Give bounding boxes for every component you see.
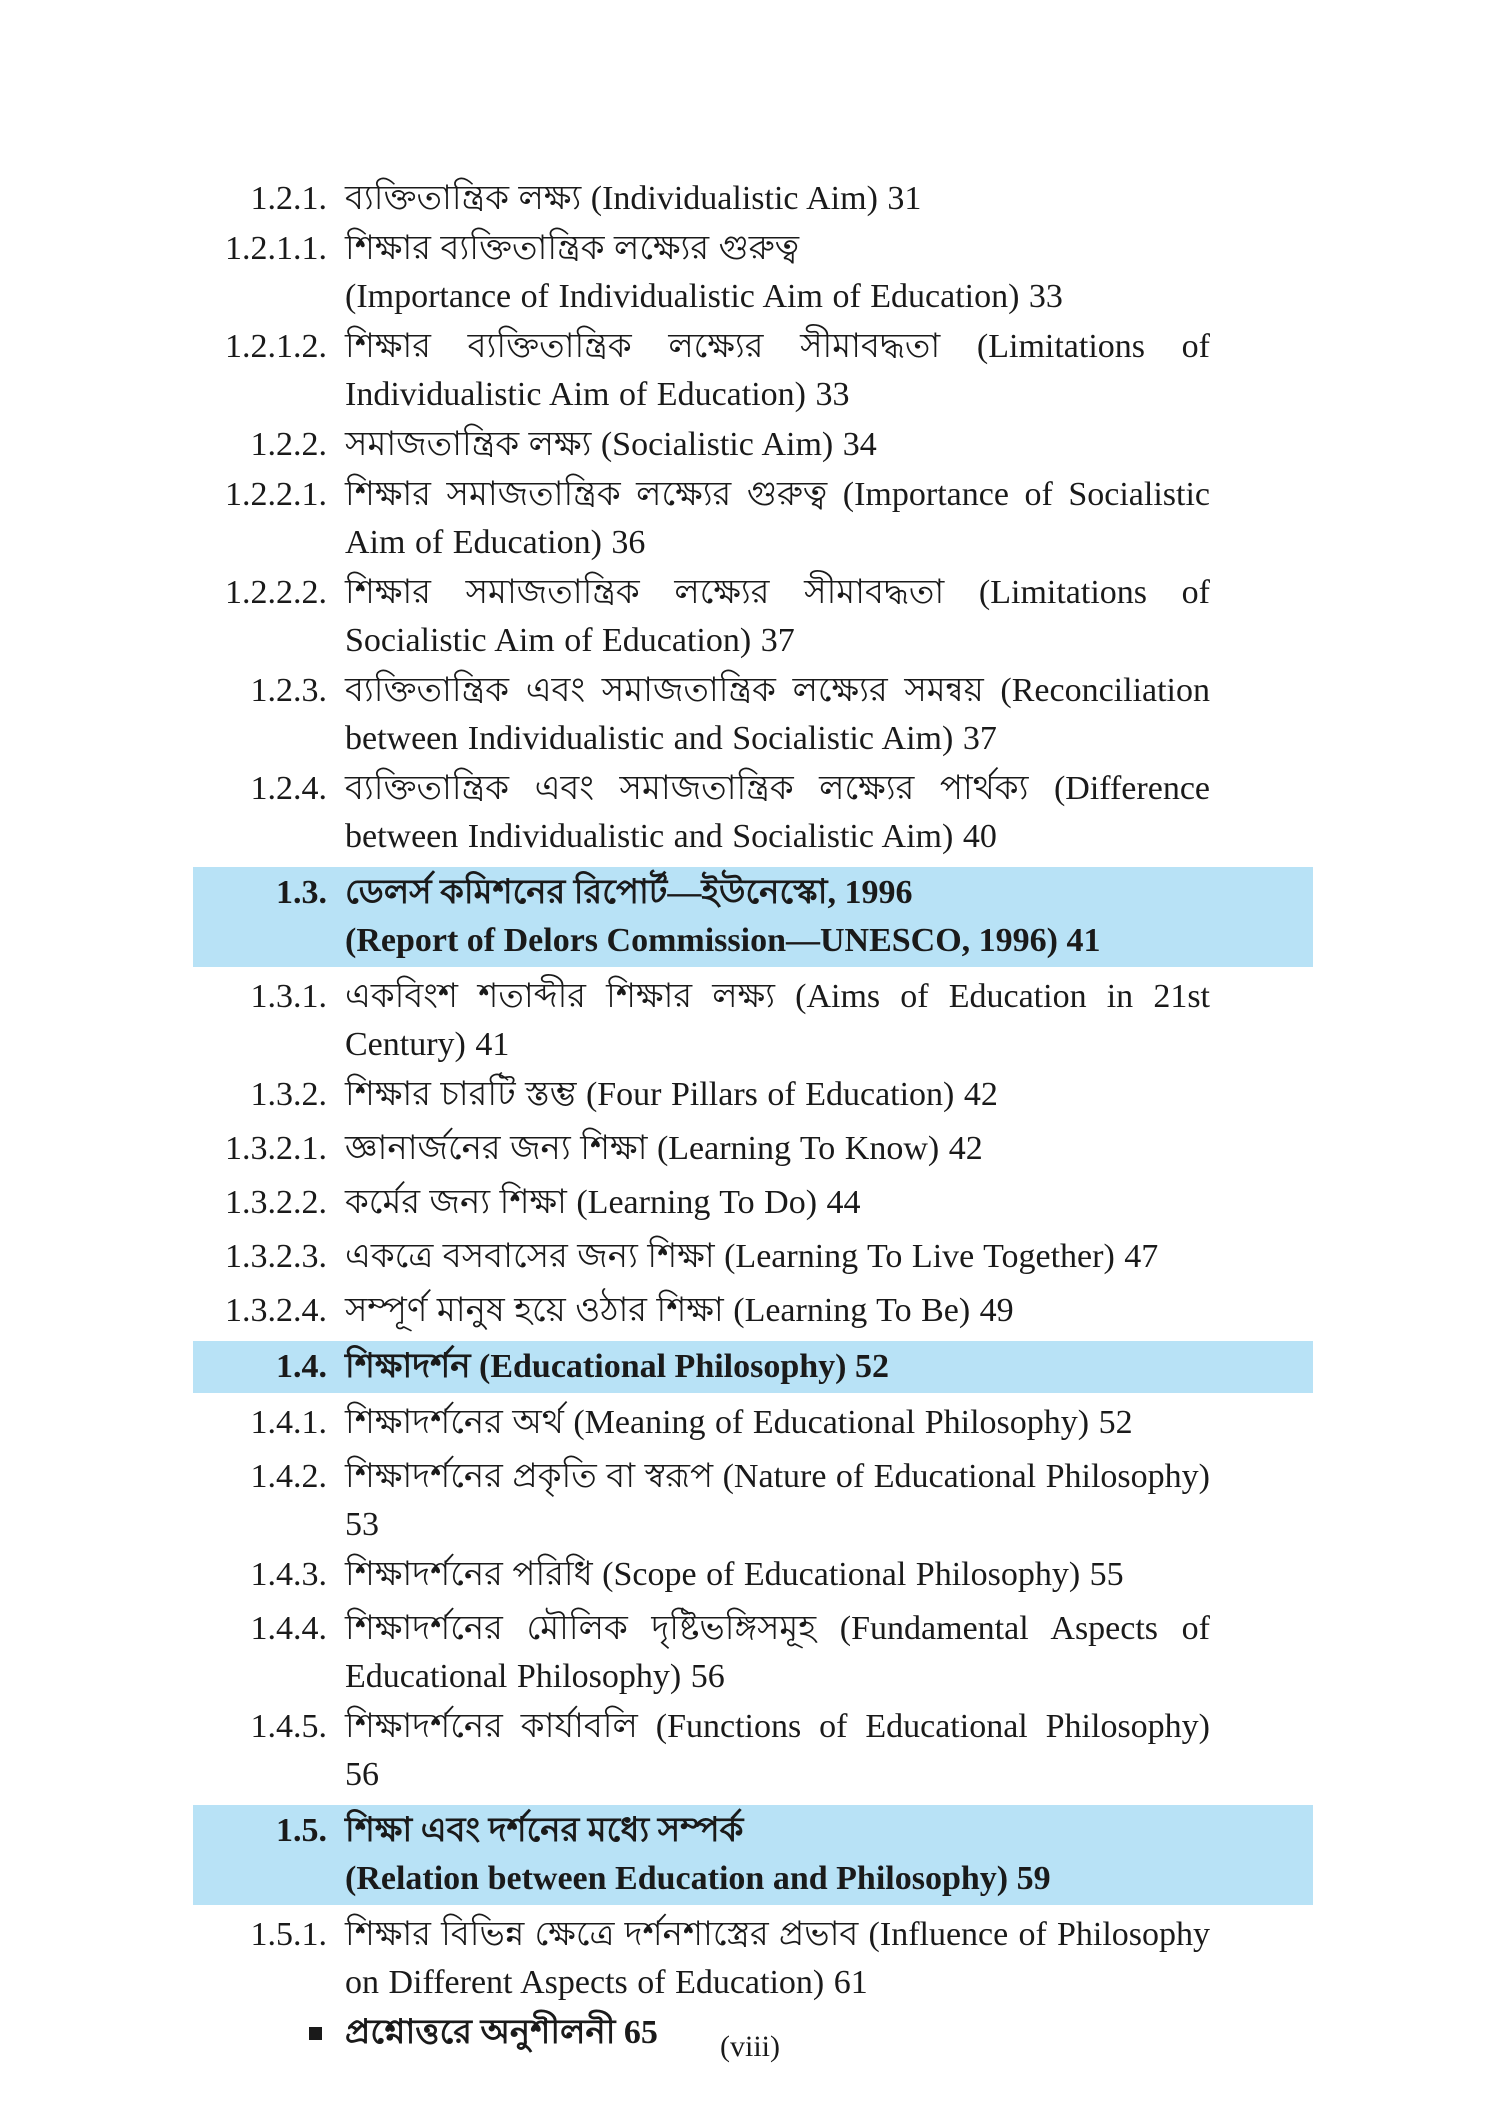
section-title: শিক্ষাদর্শন (Educational Philosophy) 52 — [345, 1348, 889, 1385]
page-number: (viii) — [720, 2030, 780, 2063]
toc-entry — [0, 1453, 1500, 1549]
toc-entry-number: 1.3.1. — [250, 978, 327, 1015]
toc-entry-text: ব্যক্তিতান্ত্রিক লক্ষ্য (Individualistic Aim) 31 — [345, 180, 922, 217]
toc-entry-text: শিক্ষার সমাজতান্ত্রিক লক্ষ্যের গুরুত্ব (Importance of Socialistic Aim of Education) 36 — [345, 476, 1210, 561]
toc-entry — [0, 421, 1500, 469]
toc-entry — [0, 471, 1500, 567]
toc-entry-number: 1.4.4. — [250, 1610, 327, 1647]
section-heading-1-5 — [193, 1805, 1313, 1905]
section-title-bengali: ডেলর্স কমিশনের রিপোর্ট—ইউনেস্কো, 1996 — [345, 874, 913, 911]
toc-entry — [0, 1071, 1500, 1119]
toc-entry — [0, 1233, 1500, 1281]
section-heading-1-3 — [193, 867, 1313, 967]
toc-entry-number: 1.4.1. — [250, 1404, 327, 1441]
section-number: 1.4. — [276, 1348, 327, 1385]
toc-entry — [0, 323, 1500, 419]
toc-entry-text: ব্যক্তিতান্ত্রিক এবং সমাজতান্ত্রিক লক্ষ্যের পার্থক্য (Difference between Individualistic and Socialistic Aim) 40 — [345, 770, 1210, 855]
table-of-contents — [0, 175, 1500, 2057]
toc-entry-text: শিক্ষাদর্শনের মৌলিক দৃষ্টিভঙ্গিসমূহ (Fundamental Aspects of Educational Philosophy) 56 — [345, 1610, 1210, 1695]
toc-entry-number: 1.4.3. — [250, 1556, 327, 1593]
toc-entry-number: 1.2.1.2. — [225, 328, 327, 365]
toc-entry-number: 1.2.1. — [250, 180, 327, 217]
section-title-bengali: শিক্ষা এবং দর্শনের মধ্যে সম্পর্ক — [345, 1812, 744, 1849]
section-number: 1.5. — [276, 1812, 327, 1849]
toc-bullet-text: প্রশ্নোত্তরে অনুশীলনী 65 — [345, 2014, 658, 2051]
toc-entry-text: একত্রে বসবাসের জন্য শিক্ষা (Learning To Live Together) 47 — [345, 1238, 1159, 1275]
toc-entry-number: 1.3.2. — [250, 1076, 327, 1113]
toc-entry — [0, 1551, 1500, 1599]
toc-entry-text: শিক্ষার সমাজতান্ত্রিক লক্ষ্যের সীমাবদ্ধতা (Limitations of Socialistic Aim of Education) 37 — [345, 574, 1210, 659]
toc-entry-text: শিক্ষাদর্শনের অর্থ (Meaning of Educational Philosophy) 52 — [345, 1404, 1133, 1441]
section-title-english: (Report of Delors Commission—UNESCO, 1996) 41 — [345, 922, 1101, 959]
toc-entry-text: শিক্ষাদর্শনের প্রকৃতি বা স্বরূপ (Nature of Educational Philosophy) 53 — [345, 1458, 1210, 1543]
toc-entry — [0, 1287, 1500, 1335]
toc-entry-text: সম্পূর্ণ মানুষ হয়ে ওঠার শিক্ষা (Learning To Be) 49 — [345, 1292, 1014, 1329]
toc-entry-text: শিক্ষার ব্যক্তিতান্ত্রিক লক্ষ্যের সীমাবদ্ধতা (Limitations of Individualistic Aim of Education) 33 — [345, 328, 1210, 413]
toc-entry-number: 1.2.3. — [250, 672, 327, 709]
toc-entry-text: শিক্ষাদর্শনের কার্যাবলি (Functions of Educational Philosophy) 56 — [345, 1708, 1210, 1793]
toc-entry — [0, 765, 1500, 861]
toc-entry-number: 1.5.1. — [250, 1916, 327, 1953]
toc-entry-number: 1.4.5. — [250, 1708, 327, 1745]
toc-entry — [0, 175, 1500, 223]
toc-entry-number: 1.3.2.1. — [225, 1130, 327, 1167]
toc-entry — [0, 1911, 1500, 2007]
toc-entry-text: ব্যক্তিতান্ত্রিক এবং সমাজতান্ত্রিক লক্ষ্যের সমন্বয় (Reconciliation between Individualistic and Socialistic Aim) 37 — [345, 672, 1210, 757]
toc-entry-text: একবিংশ শতাব্দীর শিক্ষার লক্ষ্য (Aims of Education in 21st Century) 41 — [345, 978, 1210, 1063]
toc-entry — [0, 569, 1500, 665]
toc-entry-number: 1.2.2.2. — [225, 574, 327, 611]
toc-entry-text: শিক্ষার ব্যক্তিতান্ত্রিক লক্ষ্যের গুরুত্ব — [345, 230, 800, 267]
toc-entry — [0, 973, 1500, 1069]
toc-entry-number: 1.3.2.2. — [225, 1184, 327, 1221]
toc-entry-number: 1.2.2. — [250, 426, 327, 463]
section-title-english: (Relation between Education and Philosophy) 59 — [345, 1860, 1051, 1897]
toc-entry-text: জ্ঞানার্জনের জন্য শিক্ষা (Learning To Know) 42 — [345, 1130, 983, 1167]
toc-entry-text: সমাজতান্ত্রিক লক্ষ্য (Socialistic Aim) 34 — [345, 426, 877, 463]
toc-entry — [0, 225, 1500, 321]
toc-entry-number: 1.3.2.4. — [225, 1292, 327, 1329]
section-number: 1.3. — [276, 874, 327, 911]
toc-entry — [0, 1605, 1500, 1701]
toc-entry-number: 1.2.1.1. — [225, 230, 327, 267]
toc-entry-text: শিক্ষার বিভিন্ন ক্ষেত্রে দর্শনশাস্ত্রের প্রভাব (Influence of Philosophy on Different Aspects of Education) 61 — [345, 1916, 1210, 2001]
toc-entry — [0, 1179, 1500, 1227]
toc-entry — [0, 1703, 1500, 1799]
toc-entry-text: কর্মের জন্য শিক্ষা (Learning To Do) 44 — [345, 1184, 861, 1221]
toc-entry-text: শিক্ষাদর্শনের পরিধি (Scope of Educational Philosophy) 55 — [345, 1556, 1124, 1593]
toc-entry-number: 1.2.2.1. — [225, 476, 327, 513]
section-heading-1-4 — [193, 1341, 1313, 1393]
toc-entry-number: 1.2.4. — [250, 770, 327, 807]
toc-entry-number: 1.4.2. — [250, 1458, 327, 1495]
toc-entry-text: শিক্ষার চারটি স্তম্ভ (Four Pillars of Education) 42 — [345, 1076, 998, 1113]
toc-entry — [0, 667, 1500, 763]
toc-entry — [0, 1125, 1500, 1173]
toc-entry-number: 1.3.2.3. — [225, 1238, 327, 1275]
toc-entry-text-continued: (Importance of Individualistic Aim of Education) 33 — [345, 278, 1063, 315]
toc-entry — [0, 1399, 1500, 1447]
